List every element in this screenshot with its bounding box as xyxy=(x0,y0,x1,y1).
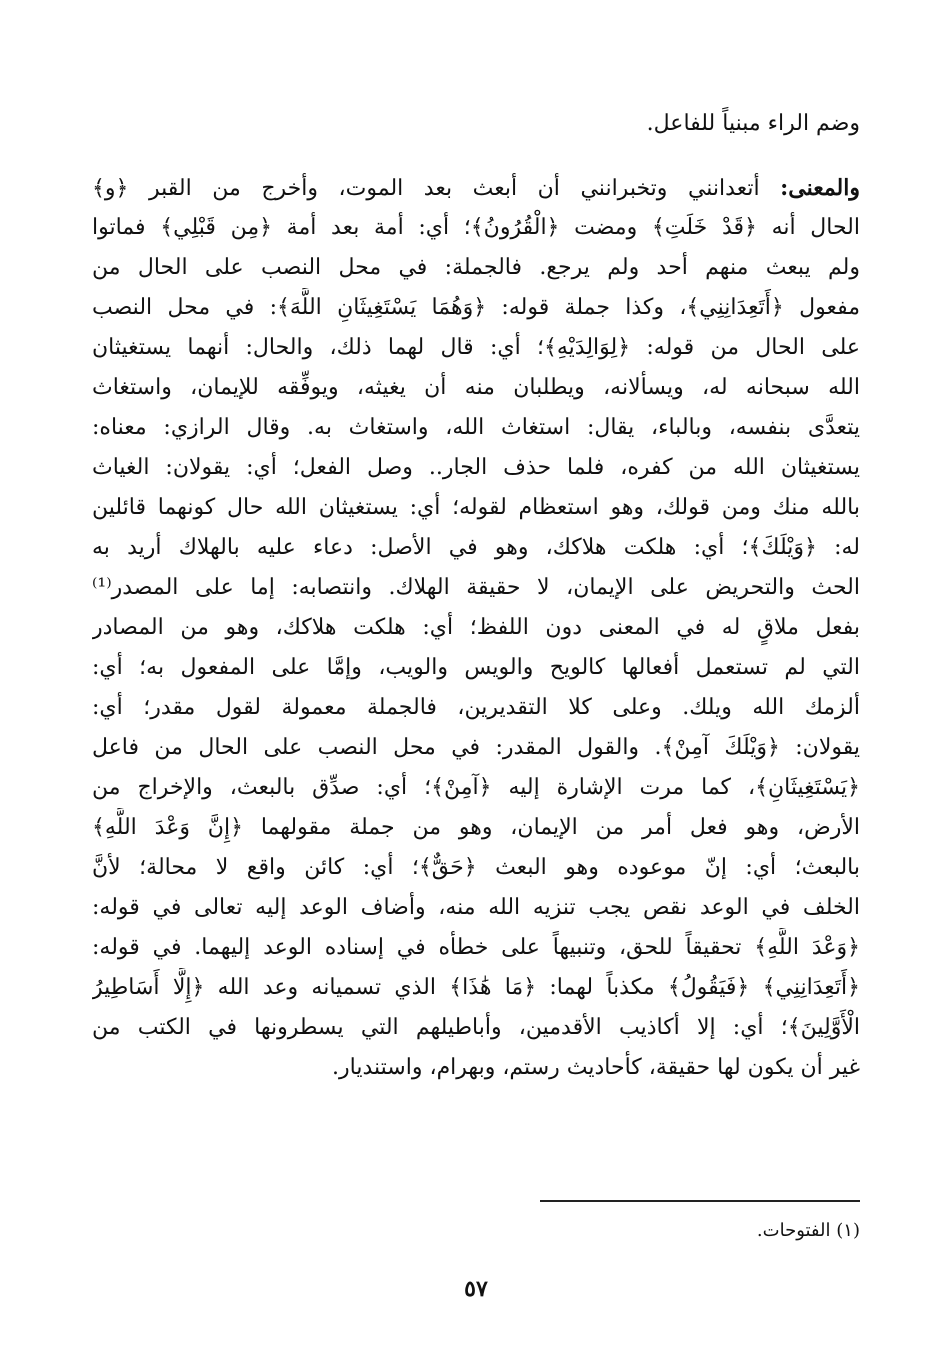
text-line: له: ﴿وَيْلَكَ﴾؛ أي: هلكت هلاكك، وهو في الأصل: دعاء عليه بالهلاك أريد به xyxy=(92,535,860,560)
text-line: على الحال من قوله: ﴿لِوَالِدَيْهِ﴾؛ أي: قال لهما ذلك، والحال: أنهما يستغيثان xyxy=(92,335,860,360)
text-line: مفعول ﴿أَتَعِدَانِنِي﴾، وكذا جملة قوله: ﴿وَهُمَا يَسْتَغِيثَانِ اللَّهَ﴾: في محل النصب xyxy=(92,295,860,320)
text-line: بالله منك ومن قولك، وهو استعظام لقوله؛ أي: يستغيثان الله حال كونهما قائلين xyxy=(92,495,860,520)
text-line: يستغيثان الله من كفره، فلما حذف الجار.. وصل الفعل؛ أي: يقولان: الغياث xyxy=(92,455,860,480)
text-line: الحال أنه ﴿قَدْ خَلَتِ﴾ ومضت ﴿الْقُرُونُ﴾؛ أي: أمة بعد أمة ﴿مِن قَبْلِي﴾ فماتوا xyxy=(92,215,860,240)
paragraph-heading: والمعنى: xyxy=(780,175,860,201)
footnote xyxy=(757,1216,860,1246)
page-number: ٥٧ xyxy=(464,1276,488,1302)
text-line: بفعل ملاقٍ له في المعنى دون اللفظ؛ أي: هلكت هلاكك، وهو من المصادر xyxy=(92,615,860,640)
paragraph-first-line xyxy=(92,168,860,208)
text-line: يقولان: ﴿وَيْلَكَ آمِنْ﴾. والقول المقدر: في محل النصب على الحال من فاعل xyxy=(92,735,860,760)
text-line: الله سبحانه له، ويسألانه، ويطلبان منه أن يغيثه، ويوفِّقه للإيمان، واستغاث xyxy=(92,375,860,400)
text-line: الحث والتحريض على الإيمان، لا حقيقة الهلاك. وانتصابه: إما على المصدر⁽¹⁾ xyxy=(92,575,860,600)
footnote-separator xyxy=(540,1200,860,1202)
text-line: الْأَوَّلِينَ﴾؛ أي: إلا أكاذيب الأقدمين، وأباطيلهم التي يسطرونها في الكتب من xyxy=(92,1015,860,1040)
text-line: التي لم تستعمل أفعالها كالويح والويس والويب، وإمَّا على المفعول به؛ أي: xyxy=(92,655,860,680)
text-line: ﴿أَتَعِدَانِنِي﴾ ﴿فَيَقُولُ﴾ مكذباً لهما: ﴿مَا هَٰذَا﴾ الذي تسميانه وعد الله ﴿إِلَّا أَسَاطِيرُ xyxy=(92,975,860,1000)
text-line: يتعدَّى بنفسه، وبالباء، يقال: استغاث الله، واستغاث به. وقال الرازي: معناه: xyxy=(92,415,860,440)
footnote-text: الفتوحات. xyxy=(756,1220,831,1241)
text-line: ﴿وَعْدَ اللَّهِ﴾ تحقيقاً للحق، وتنبيهاً على خطأه في إسناده الوعد إليهما. في قوله: xyxy=(92,935,860,960)
text-line: ﴿يَسْتَغِيثَانِ﴾، كما مرت الإشارة إليه ﴿آمِنْ﴾؛ أي: صدِّق بالبعث، والإخراج من xyxy=(92,775,860,800)
carryover-line: وضم الراء مبنياً للفاعل. xyxy=(646,111,860,136)
text-line: الأرض، وهو فعل أمر من الإيمان، وهو من جملة مقولهما ﴿إِنَّ وَعْدَ اللَّهِ﴾ xyxy=(92,815,860,840)
footnote-marker: (١) xyxy=(836,1220,860,1241)
paragraph-first-line-text: أتعدانني وتخبرانني أن أبعث بعد الموت، وأخرج من القبر ﴿و﴾ xyxy=(92,176,781,201)
text-line: ولم يبعث منهم أحد ولم يرجع. فالجملة: في محل النصب على الحال من xyxy=(92,255,860,280)
text-line: ألزمك الله ويلك. وعلى كلا التقديرين، فالجملة معمولة لقول مقدر؛ أي: xyxy=(92,695,860,720)
text-line: بالبعث؛ أي: إنّ موعوده وهو البعث ﴿حَقٌّ﴾؛ أي: كائن واقع لا محالة؛ لأنَّ xyxy=(92,855,860,880)
text-line: الخلف في الوعد نقص يجب تنزيه الله منه، وأضاف الوعد إليه تعالى في قوله: xyxy=(92,895,860,920)
text-line: غير أن يكون لها حقيقة، كأحاديث رستم، وبهرام، واستنديار. xyxy=(332,1055,860,1080)
